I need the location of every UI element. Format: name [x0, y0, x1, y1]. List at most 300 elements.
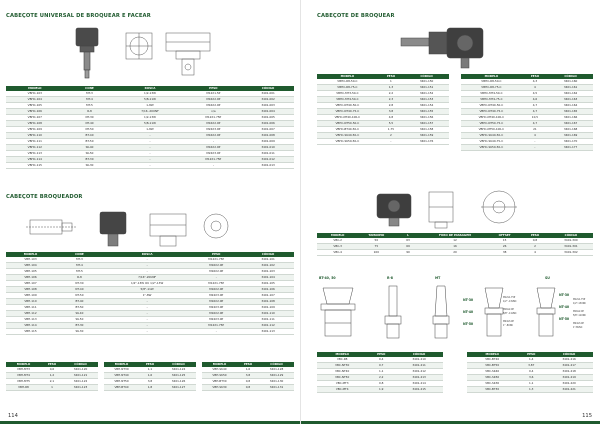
boring-header: ROSCA — [104, 252, 190, 257]
table-row — [202, 373, 294, 379]
boring-cell: VBH-103 — [6, 257, 55, 263]
head-a-cell: VBHC-MT3-50-C — [317, 91, 378, 97]
boring-head-drawings — [20, 206, 250, 252]
universal-cell: VBHC-114 — [6, 157, 64, 163]
head-a-cell: - — [378, 139, 404, 145]
universal-cell: - — [115, 145, 184, 151]
boring-cell: M16X2.0P — [190, 311, 242, 317]
head-a-cell: 2 — [378, 133, 404, 139]
head-a-cell: 3401-176 — [404, 139, 449, 145]
small-r1-cell: VBC-MT4 — [317, 387, 367, 393]
boring-cell: - — [104, 329, 190, 335]
nt-tag-r1: NT-30 — [559, 293, 570, 297]
head-a-cell: VBHC-NT40-50-C — [317, 103, 378, 109]
vbc-cell: 12 — [422, 238, 488, 244]
head-a-cell: 3401-156 — [404, 115, 449, 121]
head-a-cell: 1 — [378, 79, 404, 85]
boring-cell: NT-50 — [55, 293, 104, 299]
universal-cell: MT-4 — [64, 97, 116, 103]
head-a-cell: 3401-153 — [404, 97, 449, 103]
table-row — [202, 379, 294, 385]
small-l2-cell: 1,6 — [139, 373, 161, 379]
head-b-cell: VBHC-NT40-100-C — [461, 115, 522, 121]
boring-cell: - — [104, 269, 190, 275]
small-l1-cell: 2,1 — [41, 379, 63, 385]
vbc-cell: 100 — [358, 250, 394, 256]
nt-tag-r2: NT-40 — [559, 305, 570, 309]
universal-cell: - — [185, 163, 243, 169]
small-table-l2 — [104, 362, 196, 391]
head-b-header: PESO — [522, 74, 548, 79]
table-row — [104, 379, 196, 385]
bt-shank-drawing — [321, 288, 355, 336]
vbc-cell: 3401-301 — [549, 244, 593, 250]
small-l2-cell: 3401-125 — [161, 373, 196, 379]
head-b-cell: 3401-163 — [548, 97, 593, 103]
boring-cell: 3401-106 — [242, 287, 294, 293]
boring-cell: VBH-115 — [6, 329, 55, 335]
boring-head-assembly-photo — [401, 28, 483, 68]
boring-cell: VBH-111 — [6, 305, 55, 311]
small-r2-cell: VBC-SK50 — [467, 375, 517, 381]
small-r2-cell: 3401-219 — [545, 375, 593, 381]
head-b-cell: 4,7 — [522, 103, 548, 109]
universal-cell: VBHC-113 — [6, 151, 64, 157]
small-r2-cell: 3401-217 — [545, 363, 593, 369]
universal-cell: M24X3.0P — [185, 151, 243, 157]
boring-header: CONE — [55, 252, 104, 257]
head-a-cell: VBHC-BT40-50-C — [317, 127, 378, 133]
universal-cell: 3401-009 — [242, 139, 294, 145]
boring-cell: VBH-112 — [6, 311, 55, 317]
vbc-header: CÓDIGO — [549, 233, 593, 238]
table-row — [467, 357, 593, 363]
small-r2-cell: 1,3 — [517, 387, 545, 393]
universal-boring-head-drawings — [66, 25, 246, 85]
head-b-cell: 3401-168 — [548, 127, 593, 133]
universal-cell: VBHC-112 — [6, 145, 64, 151]
vbc-cell: 50 — [358, 238, 394, 244]
small-r1-cell: 3401-211 — [395, 363, 443, 369]
table-row — [202, 367, 294, 373]
small-r2-cell: 3401-218 — [545, 369, 593, 375]
small-table-l3 — [202, 362, 294, 391]
boring-cell: VBH-110 — [6, 299, 55, 305]
nt-shank-drawing-left — [485, 288, 503, 336]
head-b-cell: 4,6 — [522, 97, 548, 103]
small-table-r1 — [317, 352, 443, 393]
small-r1-cell: VBC-MT3 — [317, 381, 367, 387]
vbc-cell: 20 — [422, 250, 488, 256]
small-r1-cell: 0,8 — [367, 381, 395, 387]
small-l3-cell: 3,8 — [237, 373, 259, 379]
head-b-cell: VBHC-NT50-100-C — [461, 127, 522, 133]
small-r2-header: MODELO — [467, 352, 517, 357]
boring-cell: BT-40 — [55, 299, 104, 305]
vbc-cell: 15 — [488, 238, 521, 244]
shank-drawings — [313, 282, 593, 348]
boring-cell: VBH-113 — [6, 317, 55, 323]
universal-cell: 3401-010 — [242, 145, 294, 151]
section-title-universal: CABEÇOTE UNIVERSAL DE BROQUEAR E FACEAR — [6, 13, 151, 19]
small-l1-header: CÓDIGO — [63, 362, 98, 367]
head-a-header: MODELO — [317, 74, 378, 79]
boring-header: CÓDIGO — [242, 252, 294, 257]
universal-cell: 3401-012 — [242, 157, 294, 163]
universal-cell: VBHC-110 — [6, 133, 64, 139]
nt-note-r6: 1"-8UNC — [573, 326, 583, 329]
vbc-cell: 3401-302 — [549, 250, 593, 256]
small-l1-cell: VBH-MT3 — [6, 367, 41, 373]
table-row — [6, 379, 98, 385]
universal-cell: 1/2-13W — [115, 91, 184, 97]
boring-head-side-view — [166, 33, 210, 75]
vbc-cell: 3401-300 — [549, 238, 593, 244]
universal-header: CÓDIGO — [242, 86, 294, 91]
boring-cell: 5/8"-11W — [104, 287, 190, 293]
small-l1-cell: 3401-122 — [63, 379, 98, 385]
head-a-cell: VBHC-MT4-50-C — [317, 97, 378, 103]
boring-cell: VBH-107 — [6, 281, 55, 287]
boring-cell: M24X3.0P — [190, 293, 242, 299]
vbc-side-view — [429, 192, 453, 228]
boring-cell: - — [190, 329, 242, 335]
head-b-cell: VBHC-R8-75-C — [461, 85, 522, 91]
boring-cell: 3401-104 — [242, 275, 294, 281]
boring-cell: M16X2.0P — [190, 299, 242, 305]
universal-cell: VBHC-106 — [6, 109, 64, 115]
table-row — [467, 369, 593, 375]
boring-cell: VBH-106 — [6, 275, 55, 281]
boring-cell: VBH-109 — [6, 293, 55, 299]
vbc-cell: VBC-3 — [317, 244, 358, 250]
nt-tag-l1: NT-30 — [463, 298, 474, 302]
small-l3-cell: 3401-129 — [259, 373, 294, 379]
vbc-cell: 75 — [358, 244, 394, 250]
nt-note-l4: 5/8" -11UNC — [503, 312, 517, 315]
head-b-cell: 3401-162 — [548, 91, 593, 97]
vbc-header: FURO DE PASSAGEM — [422, 233, 488, 238]
boring-cell: SK-40 — [55, 311, 104, 317]
universal-cell: NT-40 — [64, 121, 116, 127]
boring-cell: 1/2"-13W OU 1/2"-13W — [104, 281, 190, 287]
vbc-drawings — [369, 186, 589, 232]
small-l3-cell: 3401-131 — [259, 385, 294, 391]
universal-cell: NT-30 — [64, 115, 116, 121]
boring-cell: 3401-103 — [242, 269, 294, 275]
small-l3-cell: 1,6 — [237, 367, 259, 373]
small-r2-cell: 3,6 — [517, 375, 545, 381]
small-r1-cell: 2,2 — [367, 375, 395, 381]
nt-note-r3: M16x2.0P — [573, 310, 584, 313]
nt-note-r4: 5/8"-11UNC — [573, 314, 586, 317]
vbc-cell: VBC-2 — [317, 238, 358, 244]
nt-note-l5: M24x3.0P — [503, 320, 514, 323]
table-row — [202, 385, 294, 391]
nt-note-r5: M24x3.0P — [573, 322, 584, 325]
head-b-cell: 3401-170 — [548, 139, 593, 145]
boring-header: MODELO — [6, 252, 55, 257]
head-b-cell: - — [522, 145, 548, 151]
boring-cell: BT-30 — [55, 323, 104, 329]
nt-tag-r3: NT-50 — [559, 317, 570, 321]
small-l1-cell: 3401-123 — [63, 385, 98, 391]
universal-cell: BT-50 — [64, 139, 116, 145]
section-title-boring: CABEÇOTE BROQUEADOR — [6, 194, 83, 200]
head-b-cell: 4 — [522, 133, 548, 139]
head-a-cell: 3401-157 — [404, 121, 449, 127]
head-b-cell: 4,3 — [522, 79, 548, 85]
vbc-header: PESO — [521, 233, 549, 238]
universal-cell: 3401-006 — [242, 121, 294, 127]
universal-cell: 3401-008 — [242, 133, 294, 139]
nt-note-l6: 1" -8UNC — [503, 324, 514, 327]
small-r2-cell: 3401-221 — [545, 387, 593, 393]
boring-header: PESO — [190, 252, 242, 257]
universal-cell: VBHC-108 — [6, 121, 64, 127]
table-row — [467, 363, 593, 369]
small-r1-cell: 1,9 — [367, 387, 395, 393]
small-l1-cell: 3401-120 — [63, 367, 98, 373]
head-b-cell: VBHC-SK40-50-C — [461, 133, 522, 139]
vbc-header: TAMANHO — [358, 233, 394, 238]
boring-cell: - — [104, 257, 190, 263]
universal-cell: SK-50 — [64, 151, 116, 157]
universal-cell: 7/16 -20UNF — [115, 109, 184, 115]
head-b-cell: 4,7 — [522, 121, 548, 127]
small-l1-cell: 1 — [41, 385, 63, 391]
universal-cell: VBHC-103 — [6, 91, 64, 97]
small-r2-cell: 3,87 — [517, 363, 545, 369]
small-l2-cell: VBH-BT40 — [104, 385, 139, 391]
head-b-cell: VBHC-MT4-75-C — [461, 97, 522, 103]
head-a-cell: VBHC-NT40-100-C — [317, 115, 378, 121]
head-a-cell: 1,75 — [378, 127, 404, 133]
head-b-cell: 3401-160 — [548, 79, 593, 85]
universal-cell: 5/8-11W — [115, 121, 184, 127]
head-b-cell: 3401-177 — [548, 145, 593, 151]
universal-cell: M16X2.0P — [185, 97, 243, 103]
head-a-cell: 4,8 — [378, 115, 404, 121]
small-l1-header: PESO — [41, 362, 63, 367]
universal-cell: 3401-002 — [242, 97, 294, 103]
vbc-header: MODELO — [317, 233, 358, 238]
universal-cell: VBHC-111 — [6, 139, 64, 145]
universal-cell: - — [115, 151, 184, 157]
table-row — [6, 329, 294, 335]
head-b-cell: 3401-164 — [548, 103, 593, 109]
small-r1-cell: 3401-210 — [395, 357, 443, 363]
table-row — [6, 367, 98, 373]
universal-cell: SK-40 — [64, 145, 116, 151]
boring-head-table-a — [317, 74, 449, 145]
universal-cell: R-8 — [64, 109, 116, 115]
head-a-cell: VBHC-SK50-50-C — [317, 139, 378, 145]
small-r1-cell: 0,7 — [367, 363, 395, 369]
small-l2-header: PESO — [139, 362, 161, 367]
universal-cell: MT-5 — [64, 103, 116, 109]
head-b-cell: 3401-169 — [548, 133, 593, 139]
universal-cell: VBHC-105 — [6, 103, 64, 109]
table-row — [461, 145, 593, 151]
universal-cell: - — [115, 157, 184, 163]
boring-cell: 3401-110 — [242, 311, 294, 317]
head-a-cell: 3401-151 — [404, 85, 449, 91]
small-r2-cell: 0,4 — [517, 369, 545, 375]
boring-head-top-view — [126, 33, 152, 59]
table-row — [317, 139, 449, 145]
boring-cell: 7/16"-20UNF — [104, 275, 190, 281]
boring-cell: M16X2.0P — [190, 287, 242, 293]
small-l3-cell: VBH-SK40 — [202, 367, 237, 373]
table-row — [104, 385, 196, 391]
universal-cell: 5/8-11W — [115, 97, 184, 103]
boring-cell: - — [190, 275, 242, 281]
boring-cell: 3401-112 — [242, 323, 294, 329]
universal-cell: 1-8W — [115, 127, 184, 133]
small-l2-cell: 1,8 — [139, 385, 161, 391]
small-r1-cell: 3401-215 — [395, 387, 443, 393]
small-r1-cell: VBC-NT50 — [317, 375, 367, 381]
small-l3-cell: 3401-130 — [259, 379, 294, 385]
small-l2-cell: VBH-NT50 — [104, 379, 139, 385]
universal-header: PESO — [185, 86, 243, 91]
small-l1-cell: 0,6 — [41, 367, 63, 373]
universal-cell: 1-8W — [115, 103, 184, 109]
table-row — [317, 363, 443, 369]
vbc-dimension-table — [317, 233, 593, 256]
nt-note-r1: M12x1.75P — [573, 298, 586, 301]
head-a-cell: 3401-152 — [404, 91, 449, 97]
universal-cell: 3401-007 — [242, 127, 294, 133]
head-a-cell: VBHC-R8-50-C — [317, 79, 378, 85]
mt-shank-drawing — [433, 286, 449, 338]
boring-cell: 3401-109 — [242, 305, 294, 311]
boring-cell: MT-3 — [55, 257, 104, 263]
vbc-top-view — [481, 191, 517, 223]
universal-cell: VBHC-109 — [6, 127, 64, 133]
universal-cell: 3401-013 — [242, 163, 294, 169]
head-b-cell: VBHC-NT40-50-C — [461, 103, 522, 109]
small-r2-cell: 3401-220 — [545, 381, 593, 387]
small-r2-header: CÓDIGO — [545, 352, 593, 357]
small-r1-cell: 0,4 — [367, 357, 395, 363]
universal-header: ROSCA — [115, 86, 184, 91]
small-r1-header: MODELO — [317, 352, 367, 357]
small-l3-cell: 3401-128 — [259, 367, 294, 373]
boring-head-section-view — [150, 214, 228, 246]
head-a-cell: 2,3 — [378, 97, 404, 103]
universal-cell: M16X2.0P — [185, 145, 243, 151]
small-r1-cell: 3401-213 — [395, 375, 443, 381]
head-b-cell: 10,5 — [522, 115, 548, 121]
small-l2-cell: 3401-124 — [161, 367, 196, 373]
boring-cell: 3401-107 — [242, 293, 294, 299]
universal-cell: BT-30 — [64, 157, 116, 163]
small-table-r2 — [467, 352, 593, 393]
universal-cell: - — [115, 163, 184, 169]
small-l2-cell: VBH-NT40 — [104, 373, 139, 379]
small-r1-header: PESO — [367, 352, 395, 357]
head-a-cell: VBHC-R8-75-C — [317, 85, 378, 91]
boring-cell: M16X2.0P — [190, 263, 242, 269]
small-l1-cell: VBH-MT5 — [6, 379, 41, 385]
small-l3-cell: VBH-SK50 — [202, 373, 237, 379]
head-a-header: PESO — [378, 74, 404, 79]
head-a-cell: 3401-154 — [404, 103, 449, 109]
boring-cell: 3401-105 — [242, 281, 294, 287]
table-row — [6, 385, 98, 391]
head-a-cell: 1,3 — [378, 85, 404, 91]
small-l3-cell: VBH-BT30 — [202, 379, 237, 385]
head-b-cell: VBHC-R8-50-C — [461, 79, 522, 85]
small-r1-cell: 3401-214 — [395, 381, 443, 387]
boring-head-photo — [76, 28, 98, 78]
small-l1-cell: 3401-121 — [63, 373, 98, 379]
vbc-cell: 90 — [394, 250, 422, 256]
small-r1-cell: 3401-212 — [395, 369, 443, 375]
small-r2-cell: VBC-BT40 — [467, 357, 517, 363]
small-r1-cell: VBC-NT30 — [317, 363, 367, 369]
universal-cell: BT-40 — [64, 133, 116, 139]
head-b-cell: 3401-165 — [548, 109, 593, 115]
right-page — [300, 0, 600, 424]
small-r2-cell: 3401-216 — [545, 357, 593, 363]
universal-cell: M16X2.0P — [185, 121, 243, 127]
universal-cell: VBHC-107 — [6, 115, 64, 121]
table-row — [317, 369, 443, 375]
small-l3-cell: 0,8 — [237, 385, 259, 391]
small-l3-header: PESO — [237, 362, 259, 367]
universal-cell: M24X3.0P — [185, 127, 243, 133]
vbc-cell: 4 — [521, 250, 549, 256]
head-b-cell: VBHC-NT40-75-C — [461, 109, 522, 115]
boring-head-table-b — [461, 74, 593, 151]
table-row — [467, 375, 593, 381]
boring-cell: MT-4 — [55, 263, 104, 269]
boring-cell: M12X1.75P — [190, 323, 242, 329]
universal-cell: n/a — [185, 109, 243, 115]
head-b-cell: VBHC-MT4-50-C — [461, 91, 522, 97]
universal-cell: 3401-011 — [242, 151, 294, 157]
boring-cell: VBH-105 — [6, 269, 55, 275]
head-b-header: CÓDIGO — [548, 74, 593, 79]
head-a-cell: VBHC-NT40-75-C — [317, 109, 378, 115]
head-b-cell: 4,5 — [522, 91, 548, 97]
nt-note-l1: M12x1.75P — [503, 296, 516, 299]
vbc-head-photo — [377, 194, 411, 226]
small-r2-cell: VBC-SK40 — [467, 369, 517, 375]
universal-header: MODELO — [6, 86, 64, 91]
small-r1-cell: 1,1 — [367, 369, 395, 375]
small-l3-cell: 0,8 — [237, 379, 259, 385]
head-b-cell: VBHC-SK50-50-C — [461, 145, 522, 151]
table-row — [104, 373, 196, 379]
boring-cell: 1"-8W — [104, 293, 190, 299]
boring-cell: M24X3.0P — [190, 317, 242, 323]
small-r2-cell: VBC-BT50 — [467, 363, 517, 369]
universal-cell: M16X2.0P — [185, 103, 243, 109]
universal-cell: 1/2-13W — [115, 115, 184, 121]
table-row — [317, 381, 443, 387]
boring-cell: 3401-111 — [242, 317, 294, 323]
small-l1-cell: VBH-MT4 — [6, 373, 41, 379]
head-b-cell: 4,7 — [522, 109, 548, 115]
boring-cell: NT-30 — [55, 281, 104, 287]
vbc-cell: 16 — [422, 244, 488, 250]
nt-tag-l3: NT-50 — [463, 322, 474, 326]
label-su: SU — [545, 276, 550, 280]
